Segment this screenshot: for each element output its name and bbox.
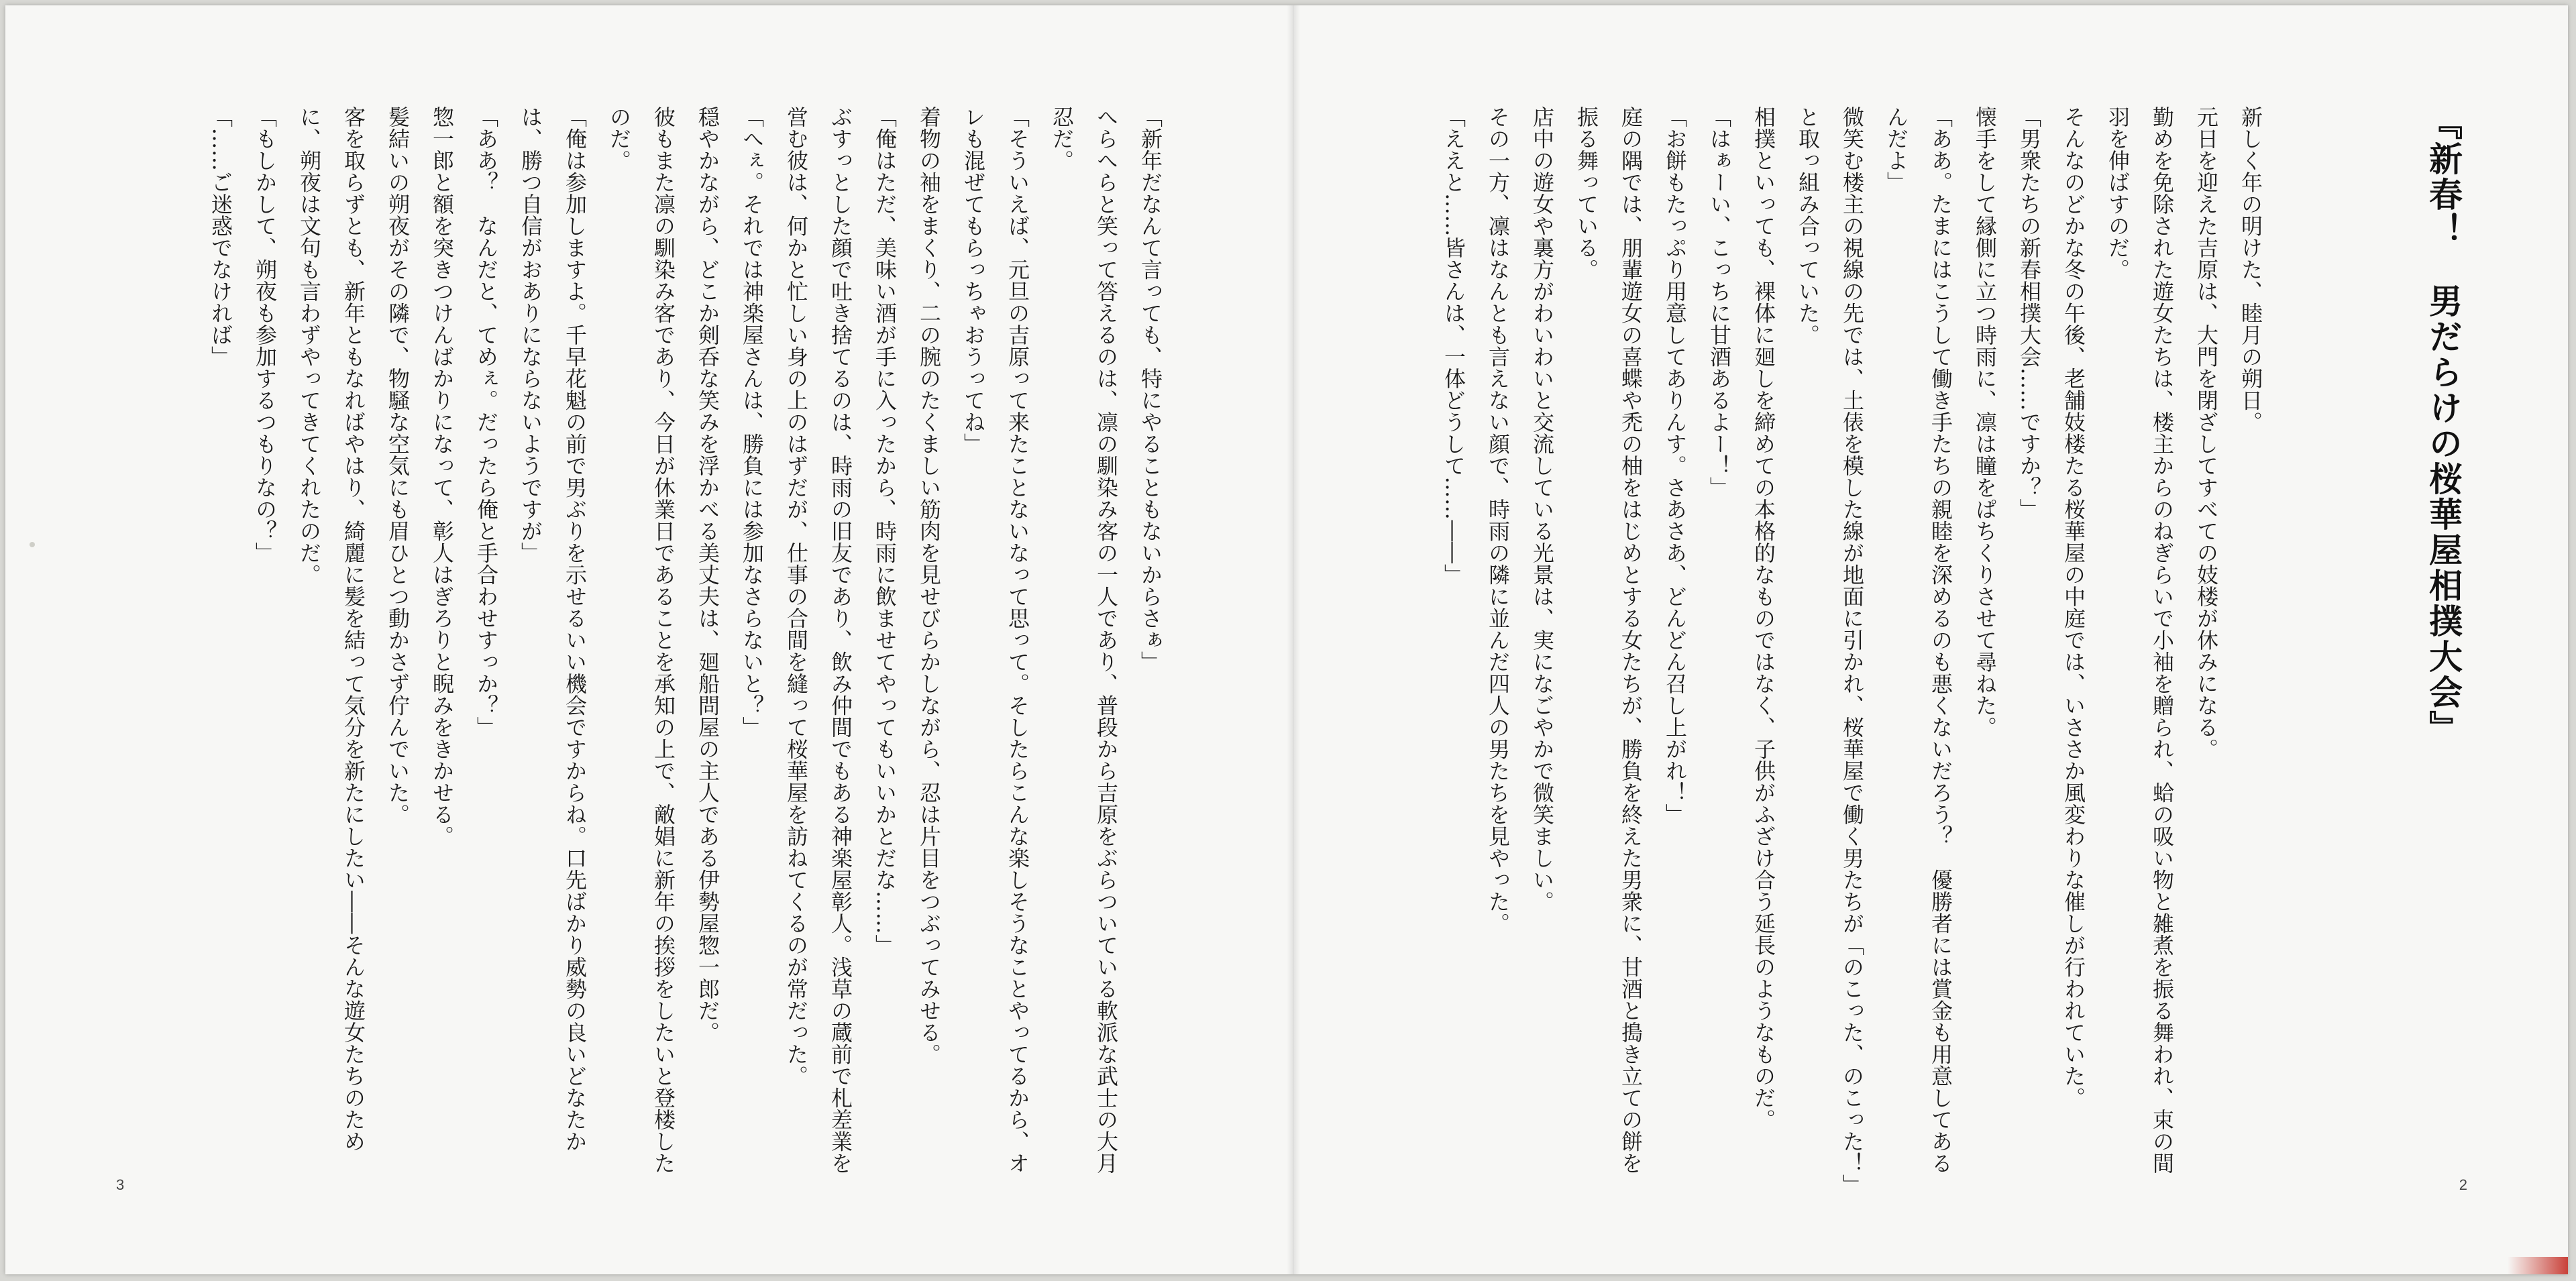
- paragraph: 髪結いの朔夜がその隣で、物騒な空気にも眉ひとつ動かさず佇んでいた。: [385, 106, 411, 826]
- paragraph: 店中の遊女や裏方がわいわいと交流している光景は、実になごやかで微笑ましい。: [1529, 106, 1555, 913]
- paragraph: 「はぁーい、こっちに甘酒あるよー！」: [1707, 106, 1732, 498]
- paragraph: 穏やかながら、どこか剣呑な笑みを浮かべる美丈夫は、廻船問屋の主人である伊勢屋惣一郎だ。: [695, 106, 720, 1044]
- page-number-left: 3: [116, 1176, 125, 1193]
- paragraph: 着物の袖をまくり、二の腕のたくましい筋肉を見せびらかしながら、忍は片目をつぶってみせる。: [916, 106, 942, 1065]
- paragraph: 客を取らずとも、新年ともなればやはり、綺麗に髪を結って気分を新たにしたい――そんな遊女たちのために、朔夜は文句も言わずやってきてくれたのだ。: [297, 106, 366, 1152]
- right-page: [1300, 5, 2568, 1274]
- paper-speck: [30, 542, 35, 547]
- paragraph: 元日を迎えた吉原は、大門を閉ざしてすべての妓楼が休みになる。: [2194, 106, 2219, 760]
- paragraph: 「俺は参加しますよ。千早花魁の前で男ぶりを示せるいい機会ですからね。口先ばかり威勢の良いどなたかは、勝つ自信がおありにならないようですが」: [518, 106, 588, 1152]
- paragraph: 懐手をして縁側に立つ時雨に、凛は瞳をぱちくりさせて尋ねた。: [1972, 106, 1998, 738]
- right-page-body: [1407, 106, 2273, 1192]
- paragraph: 「男衆たちの新春相撲大会……ですか？」: [2017, 106, 2042, 520]
- paragraph: 勤めを免除された遊女たちは、楼主からのねぎらいで小袖を贈られ、蛤の吸い物と雑煮を振る舞われ、束の間羽を伸ばすのだ。: [2105, 106, 2175, 1174]
- binding-gutter: [1287, 5, 1300, 1274]
- paragraph: 惣一郎と額を突きつけんばかりになって、彰人はぎろりと睨みをきかせる。: [429, 106, 455, 847]
- page-number-right: 2: [2459, 1176, 2467, 1193]
- paragraph: 新しく年の明けた、睦月の朔日。: [2238, 106, 2263, 433]
- book-spread: [5, 5, 2568, 1274]
- left-page: [5, 5, 1287, 1274]
- paragraph: 「新年だなんて言っても、特にやることもないからさぁ」: [1138, 106, 1163, 673]
- paragraph: 「ああ？ なんだと、てめぇ。だったら俺と手合わせすっか？」: [474, 106, 499, 738]
- paragraph: ぶすっとした顔で吐き捨てるのは、時雨の旧友であり、飲み仲間でもある神楽屋彰人。浅草の蔵前で札差業を営む彼は、何かと忙しい身の上のはずだが、仕事の合間を縫って桜華屋を訪ねてくるのが常だった。: [784, 106, 853, 1174]
- left-page-body: [119, 106, 1173, 1192]
- paragraph: 「……ご迷惑でなければ」: [208, 106, 233, 368]
- paragraph: 「もしかして、朔夜も参加するつもりなの？」: [252, 106, 278, 564]
- paragraph: 彼もまた凛の馴染み客であり、今日が休業日であることを承知の上で、敵娼に新年の挨拶をしたいと登楼したのだ。: [606, 106, 676, 1174]
- paragraph: 微笑む楼主の視線の先では、土俵を模した線が地面に引かれ、桜華屋で働く男たちが「のこった、のこった！」と取っ組み合っていた。: [1795, 106, 1865, 1185]
- paragraph: 「ああ。たまにはこうして働き手たちの親睦を深めるのも悪くないだろう？ 優勝者には賞金も用意してあるんだよ」: [1884, 106, 1953, 1174]
- chapter-title: 『新春！ 男だらけの桜華屋相撲大会』: [2424, 106, 2463, 746]
- paragraph: 庭の隅では、朋輩遊女の喜蝶や禿の柚をはじめとする女たちが、勝負を終えた男衆に、甘酒と搗き立ての餅を振る舞っている。: [1574, 106, 1644, 1174]
- paragraph: 相撲といっても、裸体に廻しを締めての本格的なものではなく、子供がふざけ合う延長のようなものだ。: [1751, 106, 1776, 1131]
- paragraph: 「へぇ。それでは神楽屋さんは、勝負には参加なさらないと？」: [739, 106, 765, 738]
- paragraph: 「お餅もたっぷり用意してありんす。さあさあ、どんどん召し上がれ！」: [1662, 106, 1688, 826]
- page-edge-mark: [2508, 1257, 2568, 1274]
- paragraph: 「俺はただ、美味い酒が手に入ったから、時雨に飲ませてやってもいいかとだな……」: [872, 106, 898, 956]
- paragraph: 「ええと……皆さんは、一体どうして……――」: [1441, 106, 1466, 586]
- paragraph: そんなのどかな冬の午後、老舗妓楼たる桜華屋の中庭では、いささか風変わりな催しが行われていた。: [2061, 106, 2086, 1109]
- paragraph: その一方、凛はなんとも言えない顔で、時雨の隣に並んだ四人の男たちを見やった。: [1485, 106, 1511, 934]
- paragraph: 「そういえば、元旦の吉原って来たことないなって思って。そしたらこんな楽しそうなことやってるから、オレも混ぜてもらっちゃおうってね」: [961, 106, 1030, 1174]
- paragraph: へらへらと笑って答えるのは、凛の馴染み客の一人であり、普段から吉原をぶらついている軟派な武士の大月忍だ。: [1049, 106, 1119, 1174]
